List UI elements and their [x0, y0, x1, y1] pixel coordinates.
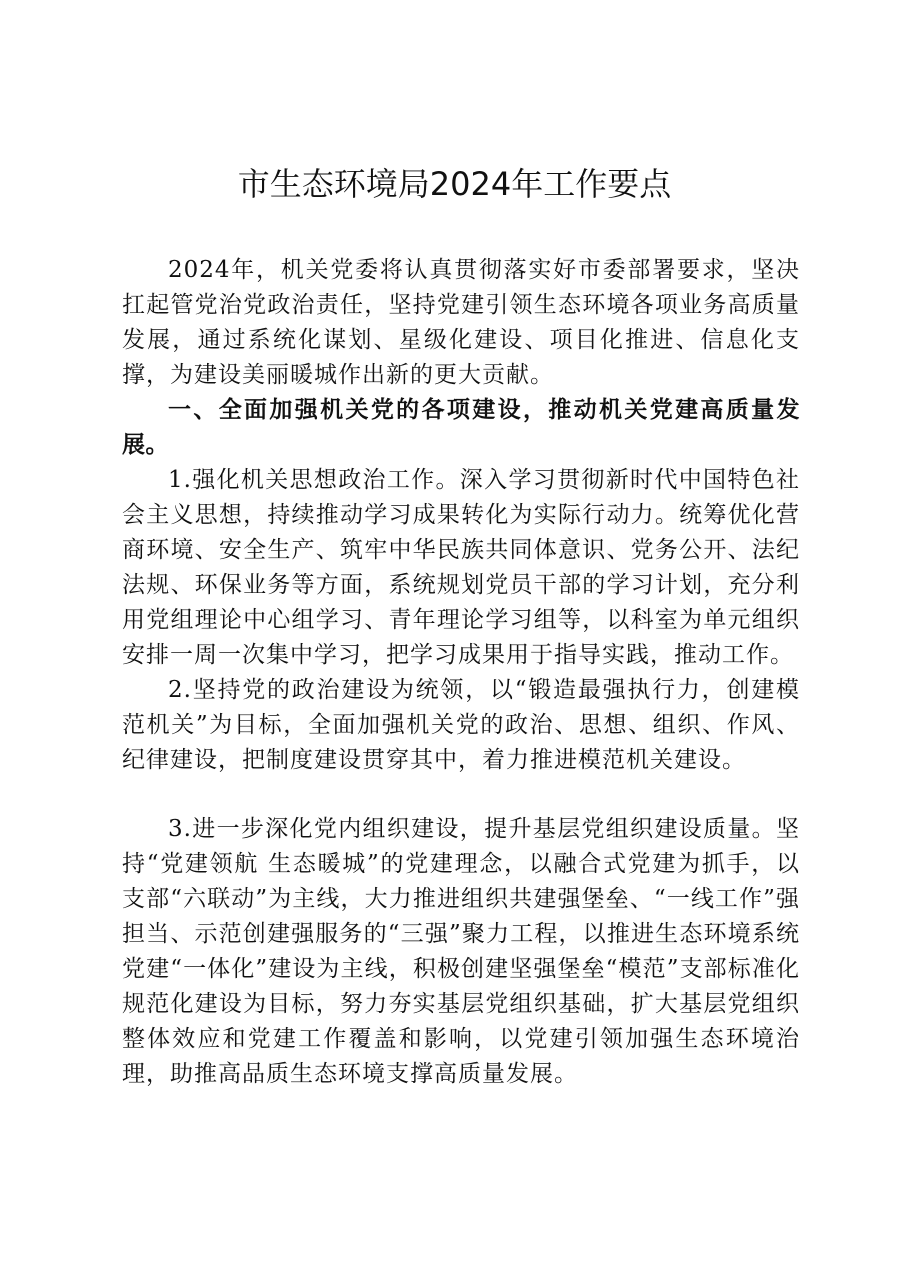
document-body — [122, 253, 800, 1092]
intro-paragraph: 2024年，机关党委将认真贯彻落实好市委部署要求，坚决扛起管党治党政治责任，坚持党建引领生态环境各项业务高质量发展，通过系统化谋划、星级化建设、项目化推进、信息化支撑，为建设美丽暖城作出新的更大贡献。 — [122, 257, 800, 388]
section-heading-1: 一、全面加强机关党的各项建设，推动机关党建高质量发展。 — [122, 397, 800, 458]
item-paragraph-3: 3.进一步深化党内组织建设，提升基层党组织建设质量。坚持“党建领航 生态暖城”的党建理念，以融合式党建为抓手，以支部“六联动”为主线，大力推进组织共建强堡垒、“一线工作”强担当、示范创建强服务的“三强”聚力工程，以推进生态环境系统党建“一体化”建设为主线，积极创建坚强堡垒“模范”支部标准化规范化建设为目标，努力夯实基层党组织基础，扩大基层党组织整体效应和党建工作覆盖和影响，以党建引领加强生态环境治理，助推高品质生态环境支撑高质量发展。 — [122, 816, 800, 1087]
item-paragraph-1: 1.强化机关思想政治工作。深入学习贯彻新时代中国特色社会主义思想，持续推动学习成果转化为实际行动力。统筹优化营商环境、安全生产、筑牢中华民族共同体意识、党务公开、法纪法规、环保业务等方面，系统规划党员干部的学习计划，充分利用党组理论中心组学习、青年理论学习组等，以科室为单元组织安排一周一次集中学习，把学习成果用于指导实践，推动工作。 — [122, 467, 800, 668]
item-paragraph-2: 2.坚持党的政治建设为统领，以“锻造最强执行力，创建模范机关”为目标，全面加强机关党的政治、思想、组织、作风、纪律建设，把制度建设贯穿其中，着力推进模范机关建设。 — [122, 677, 800, 773]
paragraph-gap — [122, 778, 800, 812]
document-title: 市生态环境局2024年工作要点 — [237, 165, 672, 203]
